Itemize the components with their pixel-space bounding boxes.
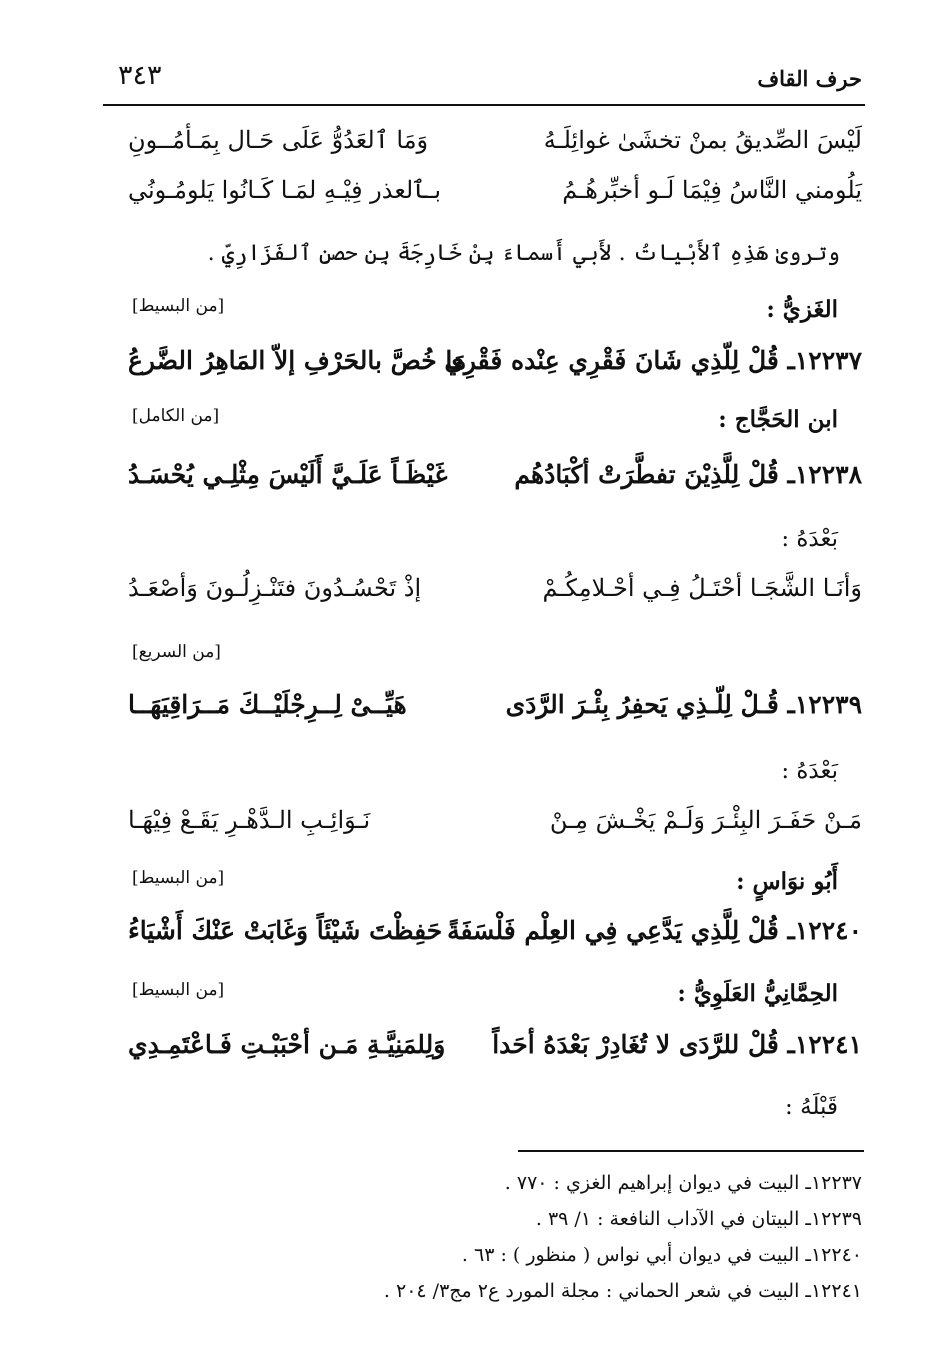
- poet-name: الغَزيُّ :: [766, 296, 838, 323]
- header-rule: [103, 104, 865, 106]
- placement-label: بَعْدَهُ :: [781, 758, 838, 784]
- verse-hemistich-right: ١٢٢٣٧ـ قُلْ لِلّذِي شَانَ فَقْرِي عِنْده فَقْرِي: [444, 346, 862, 375]
- attribution-note: وتروىٰ هَذِهِ ٱلأَبْياتُ . لأَبي أَسماءَ بِنْ خَارِجَةَ بِن حصنِ ٱلفَزَارِيِّ .: [207, 241, 840, 266]
- verse-hemistich-left: وَلِلمَنِيَّـةِ مَـن أحْبَبْـتِ فَـاعْتَمِـدِي: [128, 1030, 446, 1059]
- verse-hemistich-left: غَيْظَـاً عَلَـيَّ أَلَيْسَ مِثْلِـي يُحْسَـدُ: [128, 460, 448, 489]
- verse-hemistich-right: لَيْسَ الصِّديقُ بمنْ تخشَىٰ غوائِلَـهُ: [543, 126, 862, 154]
- verse-hemistich-right: وَأنَـا الشَّجَـا أحْتَـلُ فِـي أحْـلامِكُـمْ: [542, 574, 862, 602]
- meter-label: [من الكامل]: [132, 406, 220, 426]
- poet-name: أَبُو نوَاسٍ :: [736, 868, 838, 895]
- verse-hemistich-left: وَمَا ٱلعَدُوُّ عَلَى حَـال بِمَـأمُــونِ: [128, 126, 429, 154]
- poet-name: ابن الحَجَّاج :: [718, 406, 838, 433]
- meter-label: [من البسيط]: [132, 980, 225, 1000]
- verse-hemistich-left: بـٱلعذر فِيْـهِ لمَـا كَـانُوا يَلومُـونُي: [128, 176, 442, 204]
- verse-hemistich-right: ١٢٢٤٠ـ قُلْ لِلَّذِي يَدَّعِي فِي العِلْم فَلْسَفَةً: [447, 916, 862, 945]
- meter-label: [من البسيط]: [132, 296, 225, 316]
- verse-hemistich-right: ١٢٢٣٩ـ قُـلْ لِلّـذِي يَحفِرُ بِئْـرَ الرَّدَى: [505, 690, 862, 719]
- verse-hemistich-left: حَفِظْتَ شَيْئَاً وَغَابَتْ عَنْكَ أَشْيَاءُ: [128, 916, 443, 945]
- verse-hemistich-left: إذْ تَحْسُـدُونَ فتَنْـزِلُـونَ وَأصْعَـدُ: [128, 574, 422, 602]
- verse-hemistich-right: مَـنْ حَفَـرَ البِئْـرَ وَلَـمْ يَخْـشَ مِـنْ: [549, 806, 862, 834]
- footnote-rule: [518, 1150, 864, 1152]
- verse-hemistich-right: ١٢٢٣٨ـ قُلْ لِلَّذِيْنَ تفطَّرَتْ أكْبَادُهُم: [514, 460, 862, 489]
- footnote: ١٢٢٣٧ـ البيت في ديوان إبراهيم الغزي : ٧٧٠ .: [504, 1172, 862, 1194]
- footnote: ١٢٢٤١ـ البيت في شعر الحماني : مجلة المورد ع٢ مج٣/ ٢٠٤ .: [383, 1280, 862, 1302]
- meter-label: [من البسيط]: [132, 868, 225, 888]
- poet-name: الحِمَّانِيُّ العَلَوِيُّ :: [677, 980, 838, 1007]
- verse-hemistich-right: ١٢٢٤١ـ قُلْ للرَّدَى لا تُغَادِرْ بَعْدَهُ أحَداً: [492, 1030, 862, 1059]
- placement-label: قَبْلَهُ :: [785, 1094, 838, 1120]
- footnote: ١٢٢٤٠ـ البيت في ديوان أبي نواس ( منظور ) : ٦٣ .: [461, 1244, 862, 1266]
- meter-label: [من السريع]: [132, 642, 221, 662]
- verse-hemistich-left: هَيِّــىْ لِــرِجْلَيْــكَ مَــرَاقِيَهَــا: [128, 690, 407, 719]
- chapter-title: حرف القاف: [757, 66, 862, 91]
- verse-hemistich-right: يَلُومني النَّاسُ فِيْمَا لَـو أخبِّرهُـمُ: [562, 176, 862, 204]
- verse-hemistich-left: مَا خُصَّ بالحَرْفِ إلاّ المَاهِرُ الضَّرعُ: [128, 346, 467, 375]
- footnote: ١٢٢٣٩ـ البيتان في الآداب النافعة : ١/ ٣٩ .: [535, 1208, 862, 1230]
- placement-label: بَعْدَهُ :: [781, 526, 838, 552]
- verse-hemistich-left: نَـوَائِـبِ الـدَّهْـرِ يَقَـعْ فِيْهَـا: [128, 806, 371, 834]
- page-number: ٣٤٣: [118, 60, 162, 91]
